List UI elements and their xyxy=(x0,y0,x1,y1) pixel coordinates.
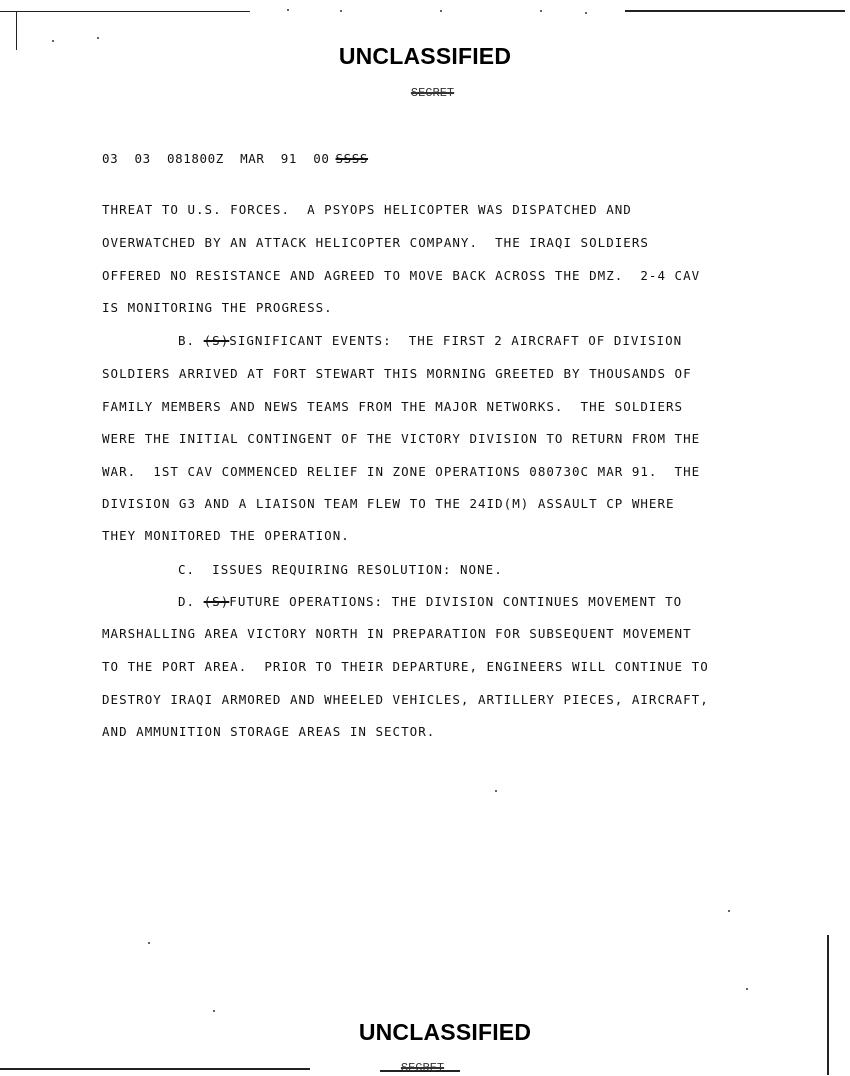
para-d-line-4: AND AMMUNITION STORAGE AREAS IN SECTOR. xyxy=(102,724,436,739)
scan-speck xyxy=(52,40,54,42)
scan-right-edge xyxy=(827,935,829,1075)
scan-speck xyxy=(440,10,442,12)
para-d-first-line: FUTURE OPERATIONS: THE DIVISION CONTINUES MOVEMENT TO xyxy=(229,594,683,609)
para-b-line-5: DIVISION G3 AND A LIAISON TEAM FLEW TO THE 24ID(M) ASSAULT CP WHERE xyxy=(102,496,675,511)
top-classification-marking: UNCLASSIFIED xyxy=(338,43,512,69)
scan-speck xyxy=(728,910,730,912)
para-b-line-3: WERE THE INITIAL CONTINGENT OF THE VICTORY DIVISION TO RETURN FROM THE xyxy=(102,431,701,446)
para-b-first-line: SIGNIFICANT EVENTS: THE FIRST 2 AIRCRAFT OF DIVISION xyxy=(229,333,683,348)
para-d-line-1: MARSHALLING AREA VICTORY NORTH IN PREPARATION FOR SUBSEQUENT MOVEMENT xyxy=(102,626,692,641)
para-b-line-1: SOLDIERS ARRIVED AT FORT STEWART THIS MORNING GREETED BY THOUSANDS OF xyxy=(102,366,692,381)
scan-top-rule-right xyxy=(625,10,845,12)
scan-speck xyxy=(540,10,542,12)
scan-speck xyxy=(340,10,342,12)
date-time-group-line xyxy=(102,151,368,166)
bottom-classification-marking: UNCLASSIFIED xyxy=(358,1019,532,1045)
scan-bottom-rule-left xyxy=(0,1068,310,1070)
para-d-heading xyxy=(178,594,682,609)
scan-speck xyxy=(213,1010,215,1012)
body-line-4: IS MONITORING THE PROGRESS. xyxy=(102,300,333,315)
para-b-line-2: FAMILY MEMBERS AND NEWS TEAMS FROM THE MAJOR NETWORKS. THE SOLDIERS xyxy=(102,399,684,414)
para-b-line-4: WAR. 1ST CAV COMMENCED RELIEF IN ZONE OPERATIONS 080730C MAR 91. THE xyxy=(102,464,701,479)
scan-speck xyxy=(148,942,150,944)
para-b-heading xyxy=(178,333,682,348)
para-c-line: C. ISSUES REQUIRING RESOLUTION: NONE. xyxy=(178,562,503,577)
top-struck-classification: SECRET xyxy=(410,86,455,100)
scan-speck xyxy=(746,988,748,990)
scan-speck xyxy=(97,37,99,39)
para-b-prefix: B. xyxy=(178,333,204,348)
para-b-struck-marking: (S) xyxy=(203,333,230,348)
body-line-1: THREAT TO U.S. FORCES. A PSYOPS HELICOPTER WAS DISPATCHED AND xyxy=(102,202,632,217)
dtg-struck-marking: SSSS xyxy=(335,151,369,166)
para-d-line-3: DESTROY IRAQI ARMORED AND WHEELED VEHICLES, ARTILLERY PIECES, AIRCRAFT, xyxy=(102,692,709,707)
bottom-struck-classification: SECRET xyxy=(400,1061,445,1075)
body-line-2: OVERWATCHED BY AN ATTACK HELICOPTER COMPANY. THE IRAQI SOLDIERS xyxy=(102,235,649,250)
scan-speck xyxy=(287,9,289,11)
para-d-struck-marking: (S) xyxy=(203,594,230,609)
para-b-line-6: THEY MONITORED THE OPERATION. xyxy=(102,528,350,543)
scan-speck xyxy=(495,790,497,792)
scan-top-rule-left xyxy=(0,11,250,12)
para-d-prefix: D. xyxy=(178,594,204,609)
para-d-line-2: TO THE PORT AREA. PRIOR TO THEIR DEPARTURE, ENGINEERS WILL CONTINUE TO xyxy=(102,659,709,674)
scan-speck xyxy=(585,12,587,14)
dtg-text: 03 03 081800Z MAR 91 00 xyxy=(102,151,330,166)
body-line-3: OFFERED NO RESISTANCE AND AGREED TO MOVE BACK ACROSS THE DMZ. 2-4 CAV xyxy=(102,268,701,283)
